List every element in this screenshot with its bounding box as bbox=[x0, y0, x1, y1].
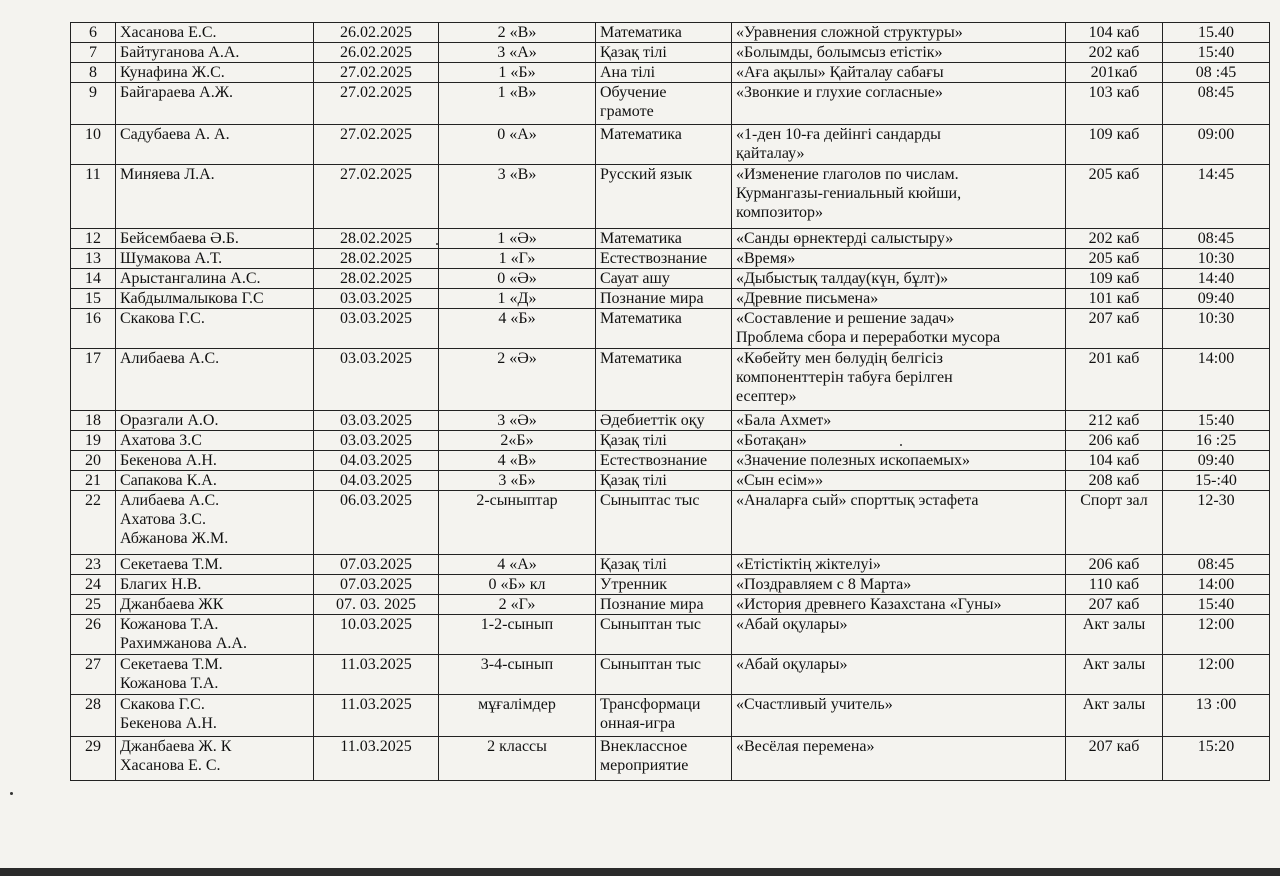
cell-date: 28.02.2025 bbox=[314, 249, 439, 269]
cell-topic: «Сын есім»» bbox=[732, 471, 1066, 491]
cell-topic: «1-ден 10-ға дейінгі сандарды қайталау» bbox=[732, 125, 1066, 165]
cell-name: Миняева Л.А. bbox=[116, 165, 314, 229]
cell-date: 28.02.2025 bbox=[314, 269, 439, 289]
cell-name: Бекенова А.Н. bbox=[116, 451, 314, 471]
cell-subject: Ана тілі bbox=[596, 63, 732, 83]
cell-subject: Внеклассное мероприятие bbox=[596, 737, 732, 781]
cell-class: мұғалімдер bbox=[439, 695, 596, 737]
cell-num: 7 bbox=[71, 43, 116, 63]
cell-date: 11.03.2025 bbox=[314, 737, 439, 781]
cell-date: 03.03.2025 bbox=[314, 289, 439, 309]
cell-name: Скакова Г.С. bbox=[116, 309, 314, 349]
table-row bbox=[71, 249, 1270, 269]
cell-room: Акт залы bbox=[1066, 615, 1163, 655]
table-row bbox=[71, 615, 1270, 655]
cell-room: 201каб bbox=[1066, 63, 1163, 83]
table-row bbox=[71, 471, 1270, 491]
cell-room: 207 каб bbox=[1066, 737, 1163, 781]
table-row bbox=[71, 349, 1270, 411]
cell-num: 8 bbox=[71, 63, 116, 83]
cell-time: 08 :45 bbox=[1163, 63, 1270, 83]
cell-date: 04.03.2025 bbox=[314, 471, 439, 491]
cell-class: 3 «А» bbox=[439, 43, 596, 63]
cell-room: Акт залы bbox=[1066, 695, 1163, 737]
cell-subject: Әдебиеттік оқу bbox=[596, 411, 732, 431]
cell-time: 10:30 bbox=[1163, 309, 1270, 349]
cell-class: 3 «Ә» bbox=[439, 411, 596, 431]
cell-date: 03.03.2025 bbox=[314, 411, 439, 431]
cell-room: 205 каб bbox=[1066, 165, 1163, 229]
table-row bbox=[71, 595, 1270, 615]
cell-room: 206 каб bbox=[1066, 555, 1163, 575]
cell-date: 06.03.2025 bbox=[314, 491, 439, 555]
cell-date: 11.03.2025 bbox=[314, 695, 439, 737]
cell-num: 25 bbox=[71, 595, 116, 615]
cell-topic: «Абай оқулары» bbox=[732, 615, 1066, 655]
cell-num: 23 bbox=[71, 555, 116, 575]
cell-num: 19 bbox=[71, 431, 116, 451]
cell-topic: «Поздравляем с 8 Марта» bbox=[732, 575, 1066, 595]
cell-num: 10 bbox=[71, 125, 116, 165]
cell-num: 16 bbox=[71, 309, 116, 349]
cell-date: 03.03.2025 bbox=[314, 431, 439, 451]
cell-subject: Қазақ тілі bbox=[596, 471, 732, 491]
cell-topic: «Етістіктің жіктелуі» bbox=[732, 555, 1066, 575]
cell-room: 202 каб bbox=[1066, 229, 1163, 249]
table-row bbox=[71, 575, 1270, 595]
cell-num: 17 bbox=[71, 349, 116, 411]
cell-name: Бейсембаева Ә.Б. bbox=[116, 229, 314, 249]
cell-name: Кунафина Ж.С. bbox=[116, 63, 314, 83]
cell-date: 27.02.2025 bbox=[314, 83, 439, 125]
table-row bbox=[71, 23, 1270, 43]
cell-name: Секетаева Т.М. bbox=[116, 555, 314, 575]
cell-time: 14:00 bbox=[1163, 575, 1270, 595]
cell-num: 28 bbox=[71, 695, 116, 737]
cell-class: 2 «Г» bbox=[439, 595, 596, 615]
cell-date: 27.02.2025 bbox=[314, 63, 439, 83]
cell-subject: Математика bbox=[596, 23, 732, 43]
cell-time: 08:45 bbox=[1163, 555, 1270, 575]
cell-name: Алибаева А.С. Ахатова З.С. Абжанова Ж.М. bbox=[116, 491, 314, 555]
cell-num: 21 bbox=[71, 471, 116, 491]
cell-room: 202 каб bbox=[1066, 43, 1163, 63]
cell-date: 07.03.2025 bbox=[314, 555, 439, 575]
cell-room: 208 каб bbox=[1066, 471, 1163, 491]
cell-time: 15-:40 bbox=[1163, 471, 1270, 491]
cell-topic: «Ботақан» bbox=[732, 431, 1066, 451]
cell-topic: «Санды өрнектерді салыстыру» bbox=[732, 229, 1066, 249]
cell-class: 3-4-сынып bbox=[439, 655, 596, 695]
cell-time: 16 :25 bbox=[1163, 431, 1270, 451]
cell-topic: «История древнего Казахстана «Гуны» bbox=[732, 595, 1066, 615]
cell-date: 11.03.2025 bbox=[314, 655, 439, 695]
cell-subject: Қазақ тілі bbox=[596, 555, 732, 575]
cell-date: 04.03.2025 bbox=[314, 451, 439, 471]
cell-topic: «Значение полезных ископаемых» bbox=[732, 451, 1066, 471]
cell-time: 15:20 bbox=[1163, 737, 1270, 781]
cell-class: 3 «Б» bbox=[439, 471, 596, 491]
cell-room: 207 каб bbox=[1066, 595, 1163, 615]
cell-subject: Математика bbox=[596, 349, 732, 411]
cell-name: Байгараева А.Ж. bbox=[116, 83, 314, 125]
cell-topic: «Аналарға сый» спорттық эстафета bbox=[732, 491, 1066, 555]
table-row bbox=[71, 491, 1270, 555]
cell-room: 109 каб bbox=[1066, 269, 1163, 289]
schedule-rows bbox=[71, 23, 1270, 781]
cell-name: Шумакова А.Т. bbox=[116, 249, 314, 269]
cell-room: 101 каб bbox=[1066, 289, 1163, 309]
cell-num: 13 bbox=[71, 249, 116, 269]
cell-subject: Утренник bbox=[596, 575, 732, 595]
cell-name: Оразгали А.О. bbox=[116, 411, 314, 431]
table-row bbox=[71, 269, 1270, 289]
cell-subject: Сыныптан тыс bbox=[596, 615, 732, 655]
cell-class: 2 «Ә» bbox=[439, 349, 596, 411]
cell-num: 22 bbox=[71, 491, 116, 555]
cell-time: 12:00 bbox=[1163, 615, 1270, 655]
cell-time: 14:45 bbox=[1163, 165, 1270, 229]
cell-time: 09:40 bbox=[1163, 451, 1270, 471]
table-row bbox=[71, 411, 1270, 431]
cell-num: 24 bbox=[71, 575, 116, 595]
table-row bbox=[71, 63, 1270, 83]
cell-room: Спорт зал bbox=[1066, 491, 1163, 555]
cell-time: 15:40 bbox=[1163, 43, 1270, 63]
cell-class: 0 «Б» кл bbox=[439, 575, 596, 595]
cell-num: 12 bbox=[71, 229, 116, 249]
cell-num: 15 bbox=[71, 289, 116, 309]
cell-room: 103 каб bbox=[1066, 83, 1163, 125]
cell-date: 27.02.2025 bbox=[314, 165, 439, 229]
cell-time: 10:30 bbox=[1163, 249, 1270, 269]
table-row bbox=[71, 229, 1270, 249]
cell-topic: «Болымды, болымсыз етістік» bbox=[732, 43, 1066, 63]
schedule-table bbox=[70, 22, 1270, 781]
cell-time: 12:00 bbox=[1163, 655, 1270, 695]
cell-num: 9 bbox=[71, 83, 116, 125]
cell-num: 11 bbox=[71, 165, 116, 229]
cell-class: 1 «Г» bbox=[439, 249, 596, 269]
cell-room: 201 каб bbox=[1066, 349, 1163, 411]
cell-topic: «Дыбыстық талдау(күн, бұлт)» bbox=[732, 269, 1066, 289]
table-row bbox=[71, 165, 1270, 229]
cell-topic: «Весёлая перемена» bbox=[732, 737, 1066, 781]
cell-time: 15:40 bbox=[1163, 595, 1270, 615]
table-row bbox=[71, 555, 1270, 575]
cell-subject: Математика bbox=[596, 309, 732, 349]
cell-name: Арыстангалина А.С. bbox=[116, 269, 314, 289]
cell-time: 15.40 bbox=[1163, 23, 1270, 43]
cell-class: 2 классы bbox=[439, 737, 596, 781]
cell-topic: «Составление и решение задач» Проблема сбора и переработки мусора bbox=[732, 309, 1066, 349]
cell-class: 1-2-сынып bbox=[439, 615, 596, 655]
cell-class: 4 «Б» bbox=[439, 309, 596, 349]
cell-room: 104 каб bbox=[1066, 23, 1163, 43]
cell-subject: Естествознание bbox=[596, 249, 732, 269]
cell-topic: «Көбейту мен бөлудің белгісіз компоненттерін табуға берілген есептер» bbox=[732, 349, 1066, 411]
cell-subject: Қазақ тілі bbox=[596, 431, 732, 451]
cell-time: 13 :00 bbox=[1163, 695, 1270, 737]
cell-name: Садубаева А. А. bbox=[116, 125, 314, 165]
cell-topic: «Древние письмена» bbox=[732, 289, 1066, 309]
cell-date: 03.03.2025 bbox=[314, 309, 439, 349]
cell-subject: Математика bbox=[596, 229, 732, 249]
cell-class: 4 «А» bbox=[439, 555, 596, 575]
cell-time: 14:40 bbox=[1163, 269, 1270, 289]
table-row bbox=[71, 737, 1270, 781]
table-row bbox=[71, 43, 1270, 63]
cell-subject: Русский язык bbox=[596, 165, 732, 229]
cell-date: 10.03.2025 bbox=[314, 615, 439, 655]
cell-num: 29 bbox=[71, 737, 116, 781]
cell-num: 20 bbox=[71, 451, 116, 471]
table-row bbox=[71, 309, 1270, 349]
cell-subject: Сауат ашу bbox=[596, 269, 732, 289]
cell-name: Кожанова Т.А. Рахимжанова А.А. bbox=[116, 615, 314, 655]
cell-name: Сапакова К.А. bbox=[116, 471, 314, 491]
cell-topic: «Уравнения сложной структуры» bbox=[732, 23, 1066, 43]
cell-room: Акт залы bbox=[1066, 655, 1163, 695]
paper-speck bbox=[900, 444, 902, 446]
cell-date: 07. 03. 2025 bbox=[314, 595, 439, 615]
cell-date: 07.03.2025 bbox=[314, 575, 439, 595]
cell-class: 0 «А» bbox=[439, 125, 596, 165]
cell-name: Кабдылмалыкова Г.С bbox=[116, 289, 314, 309]
cell-date: 26.02.2025 bbox=[314, 23, 439, 43]
cell-subject: Қазақ тілі bbox=[596, 43, 732, 63]
cell-date: 26.02.2025 bbox=[314, 43, 439, 63]
cell-subject: Математика bbox=[596, 125, 732, 165]
cell-name: Джанбаева ЖК bbox=[116, 595, 314, 615]
cell-subject: Сыныптан тыс bbox=[596, 655, 732, 695]
cell-room: 110 каб bbox=[1066, 575, 1163, 595]
cell-class: 2-сыныптар bbox=[439, 491, 596, 555]
cell-subject: Сыныптас тыс bbox=[596, 491, 732, 555]
cell-date: 03.03.2025 bbox=[314, 349, 439, 411]
cell-class: 1 «Б» bbox=[439, 63, 596, 83]
cell-time: 15:40 bbox=[1163, 411, 1270, 431]
schedule-sheet bbox=[70, 22, 1237, 781]
cell-time: 12-30 bbox=[1163, 491, 1270, 555]
table-row bbox=[71, 289, 1270, 309]
cell-class: 2 «В» bbox=[439, 23, 596, 43]
cell-class: 3 «В» bbox=[439, 165, 596, 229]
table-row bbox=[71, 695, 1270, 737]
cell-room: 212 каб bbox=[1066, 411, 1163, 431]
cell-name: Ахатова З.С bbox=[116, 431, 314, 451]
cell-name: Байтуганова А.А. bbox=[116, 43, 314, 63]
cell-topic: «Звонкие и глухие согласные» bbox=[732, 83, 1066, 125]
table-row bbox=[71, 655, 1270, 695]
cell-name: Благих Н.В. bbox=[116, 575, 314, 595]
cell-topic: «Бала Ахмет» bbox=[732, 411, 1066, 431]
cell-topic: «Изменение глаголов по числам. Курмангазы-гениальный кюйши, композитор» bbox=[732, 165, 1066, 229]
cell-date: 28.02.2025 bbox=[314, 229, 439, 249]
table-row bbox=[71, 451, 1270, 471]
cell-num: 14 bbox=[71, 269, 116, 289]
paper-speck bbox=[436, 243, 438, 245]
cell-class: 1 «В» bbox=[439, 83, 596, 125]
cell-date: 27.02.2025 bbox=[314, 125, 439, 165]
cell-name: Джанбаева Ж. К Хасанова Е. С. bbox=[116, 737, 314, 781]
cell-subject: Трансформаци онная-игра bbox=[596, 695, 732, 737]
cell-room: 207 каб bbox=[1066, 309, 1163, 349]
paper-speck bbox=[10, 792, 13, 795]
cell-subject: Познание мира bbox=[596, 595, 732, 615]
cell-time: 09:40 bbox=[1163, 289, 1270, 309]
cell-class: 2«Б» bbox=[439, 431, 596, 451]
cell-num: 18 bbox=[71, 411, 116, 431]
cell-class: 4 «В» bbox=[439, 451, 596, 471]
cell-class: 1 «Д» bbox=[439, 289, 596, 309]
cell-topic: «Абай оқулары» bbox=[732, 655, 1066, 695]
cell-name: Хасанова Е.С. bbox=[116, 23, 314, 43]
cell-num: 6 bbox=[71, 23, 116, 43]
cell-num: 27 bbox=[71, 655, 116, 695]
cell-subject: Естествознание bbox=[596, 451, 732, 471]
cell-subject: Обучение грамоте bbox=[596, 83, 732, 125]
cell-class: 1 «Ә» bbox=[439, 229, 596, 249]
cell-room: 104 каб bbox=[1066, 451, 1163, 471]
cell-room: 206 каб bbox=[1066, 431, 1163, 451]
cell-class: 0 «Ә» bbox=[439, 269, 596, 289]
cell-topic: «Время» bbox=[732, 249, 1066, 269]
cell-num: 26 bbox=[71, 615, 116, 655]
cell-time: 08:45 bbox=[1163, 229, 1270, 249]
cell-room: 109 каб bbox=[1066, 125, 1163, 165]
cell-time: 09:00 bbox=[1163, 125, 1270, 165]
cell-name: Алибаева А.С. bbox=[116, 349, 314, 411]
table-row bbox=[71, 125, 1270, 165]
cell-name: Скакова Г.С. Бекенова А.Н. bbox=[116, 695, 314, 737]
cell-room: 205 каб bbox=[1066, 249, 1163, 269]
cell-time: 08:45 bbox=[1163, 83, 1270, 125]
page-bottom-edge bbox=[0, 868, 1280, 876]
table-row bbox=[71, 83, 1270, 125]
cell-time: 14:00 bbox=[1163, 349, 1270, 411]
cell-topic: «Счастливый учитель» bbox=[732, 695, 1066, 737]
cell-topic: «Аға ақылы» Қайталау сабағы bbox=[732, 63, 1066, 83]
cell-subject: Познание мира bbox=[596, 289, 732, 309]
table-row bbox=[71, 431, 1270, 451]
cell-name: Секетаева Т.М. Кожанова Т.А. bbox=[116, 655, 314, 695]
